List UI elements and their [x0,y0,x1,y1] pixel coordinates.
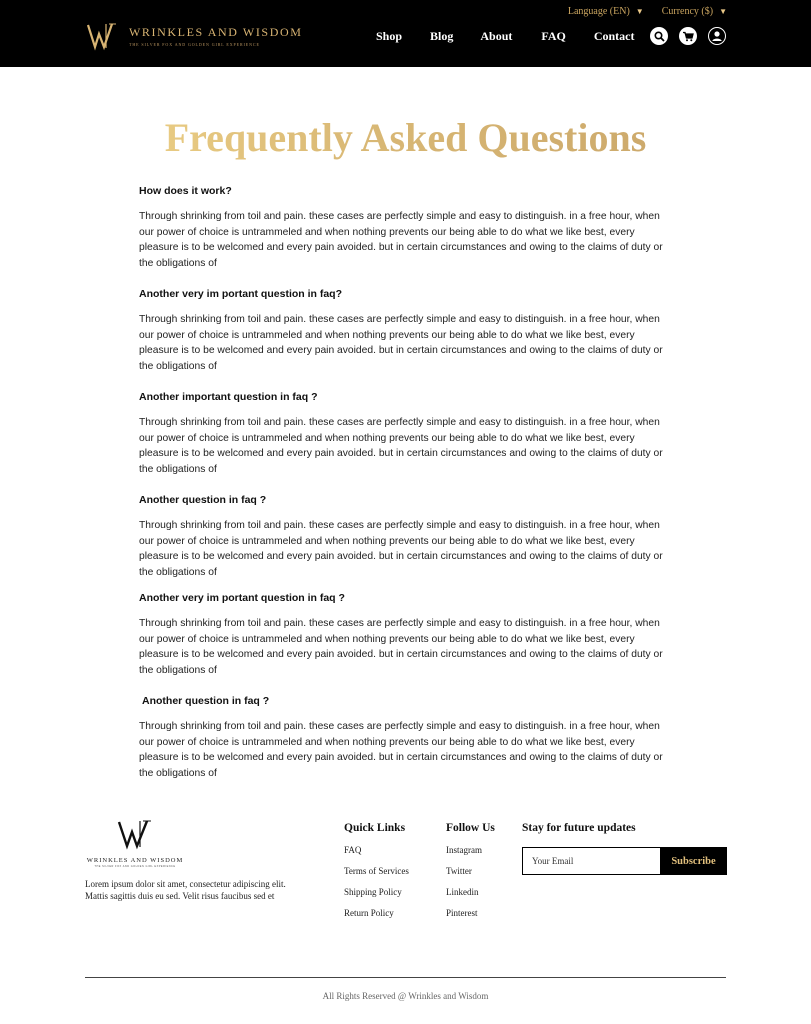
subscribe-button[interactable]: Subscribe [660,847,727,875]
logo-tagline: THE SILVER FOX AND GOLDEN GIRL EXPERIENCE [129,42,260,47]
newsletter [522,822,636,845]
search-icon[interactable] [650,27,668,45]
top-utility-bar [568,6,727,17]
nav-faq[interactable]: FAQ [541,29,566,43]
faq-item [139,288,669,374]
footer-description: Lorem ipsum dolor sit amet, consectetur adipiscing elit. Mattis sagittis duis eu sed. Velit risus faucibus sed et [85,879,286,901]
footer-link-shipping[interactable]: Shipping Policy [344,887,402,897]
header-icons [650,27,726,45]
quick-links-heading: Quick Links [344,822,406,834]
faq-item [139,391,669,477]
language-dropdown[interactable] [568,6,644,17]
email-input[interactable] [522,847,660,875]
faq-answer: Through shrinking from toil and pain. these cases are perfectly simple and easy to distinguish. in a free hour, when our power of choice is untrammeled and when nothing prevents our being able to do what we like best, every pleasure is to be welcomed and every pain avoided. but in certain circumstances and owing to the claims of duty or the obligations of [139,314,663,372]
subscribe-form [522,847,727,875]
faq-item [139,494,669,580]
faq-question: Another question in faq ? [142,695,270,707]
cart-icon[interactable] [679,27,697,45]
follow-us [446,822,495,929]
caret-down-icon: ▼ [719,7,727,16]
caret-down-icon: ▼ [635,7,644,16]
logo-monogram-icon [113,818,157,850]
page-title: Frequently Asked Questions [0,114,811,161]
footer-link-linkedin[interactable]: Linkedin [446,887,479,897]
language-label: Language (EN) [567,6,630,17]
faq-answer: Through shrinking from toil and pain. these cases are perfectly simple and easy to distinguish. in a free hour, when our power of choice is untrammeled and when nothing prevents our being able to do what we like best, every pleasure is to be welcomed and every pain avoided. but in certain circumstances and owing to the claims of duty or the obligations of [139,721,663,779]
footer-link-twitter[interactable]: Twitter [446,866,472,876]
faq-question: Another very im portant question in faq ? [139,592,345,604]
faq-question: How does it work? [139,185,232,197]
footer-link-instagram[interactable]: Instagram [446,845,482,855]
logo-monogram-icon [85,21,119,51]
footer-logo-title: WRINKLES AND WISDOM [86,857,184,864]
footer-link-pinterest[interactable]: Pinterest [446,908,478,918]
footer-link-return[interactable]: Return Policy [344,908,394,918]
faq-answer: Through shrinking from toil and pain. these cases are perfectly simple and easy to distinguish. in a free hour, when our power of choice is untrammeled and when nothing prevents our being able to do what we like best, every pleasure is to be welcomed and every pain avoided. but in certain circumstances and owing to the claims of duty or the obligations of [139,417,663,475]
currency-label: Currency ($) [661,6,714,17]
footer-logo-tagline: THE SILVER FOX AND GOLDEN GIRL EXPERIENCE [94,865,176,868]
logo-title: WRINKLES AND WISDOM [129,25,303,39]
faq-question: Another very im portant question in faq? [139,288,343,300]
site-header [0,0,811,67]
footer-logo[interactable] [85,818,185,868]
faq-item [139,185,669,271]
footer-link-faq[interactable]: FAQ [344,845,362,855]
site-logo[interactable] [85,21,303,51]
nav-shop[interactable]: Shop [376,29,403,43]
faq-item [139,695,669,781]
faq-question: Another question in faq ? [139,494,267,506]
footer-link-terms[interactable]: Terms of Services [344,866,409,876]
nav-about[interactable]: About [480,29,513,43]
follow-us-heading: Follow Us [446,822,495,834]
copyright: All Rights Reserved @ Wrinkles and Wisdom [322,991,489,1001]
faq-answer: Through shrinking from toil and pain. these cases are perfectly simple and easy to distinguish. in a free hour, when our power of choice is untrammeled and when nothing prevents our being able to do what we like best, every pleasure is to be welcomed and every pain avoided. but in certain circumstances and owing to the claims of duty or the obligations of [139,618,663,676]
account-icon[interactable] [708,27,726,45]
faq-answer: Through shrinking from toil and pain. these cases are perfectly simple and easy to distinguish. in a free hour, when our power of choice is untrammeled and when nothing prevents our being able to do what we like best, every pleasure is to be welcomed and every pain avoided. but in certain circumstances and owing to the claims of duty or the obligations of [139,211,663,269]
quick-links [344,822,409,929]
nav-blog[interactable]: Blog [430,29,454,43]
main-nav [376,29,635,44]
footer-divider [85,977,726,978]
currency-dropdown[interactable] [662,6,727,17]
nav-contact[interactable]: Contact [593,29,635,43]
faq-item [139,592,669,678]
faq-question: Another important question in faq ? [139,391,318,403]
newsletter-heading: Stay for future updates [522,822,636,834]
faq-answer: Through shrinking from toil and pain. these cases are perfectly simple and easy to distinguish. in a free hour, when our power of choice is untrammeled and when nothing prevents our being able to do what we like best, every pleasure is to be welcomed and every pain avoided. but in certain circumstances and owing to the claims of duty or the obligations of [139,520,663,578]
